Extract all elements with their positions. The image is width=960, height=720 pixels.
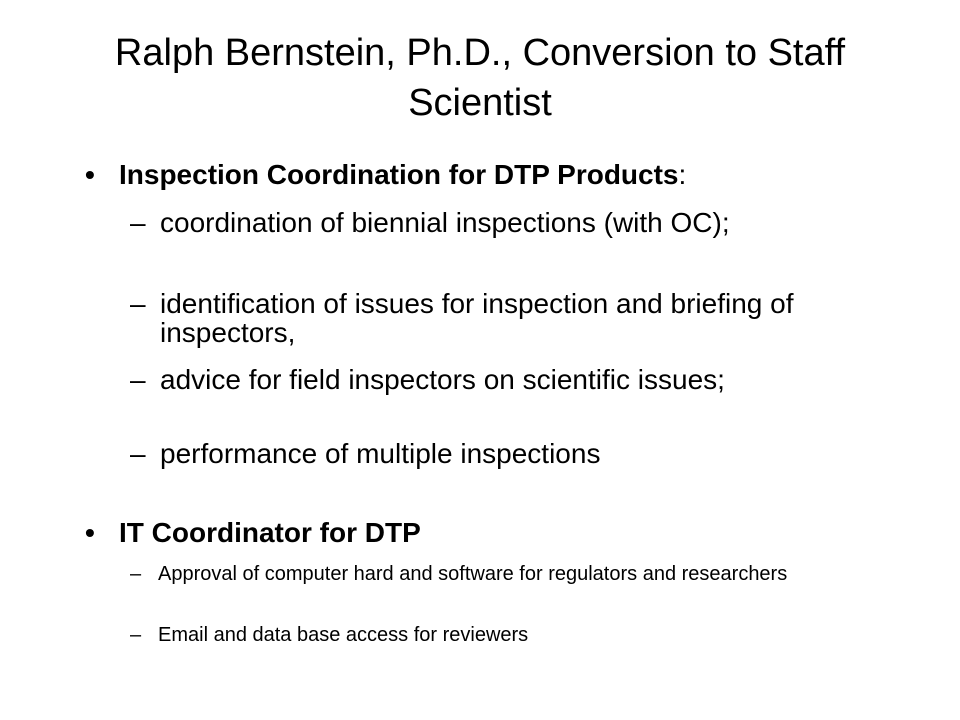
list-item-text: Approval of computer hard and software for regulators and researchers (158, 563, 788, 585)
bullet-heading-text: IT Coordinator for DTP (119, 517, 421, 548)
bullet-icon: • (85, 517, 95, 548)
dash-icon: – (130, 364, 146, 395)
bullet-heading (119, 516, 421, 550)
bullet-heading-suffix: : (678, 159, 687, 190)
dash-icon: – (130, 624, 142, 646)
dash-icon: – (130, 207, 146, 238)
list-item-text: coordination of biennial inspections (with OC); (160, 207, 730, 238)
bullet-icon: • (85, 159, 95, 190)
slide-title: Ralph Bernstein, Ph.D., Conversion to Staff Scientist (114, 32, 846, 124)
dash-icon: – (130, 438, 146, 469)
list-item-text: performance of multiple inspections (160, 438, 601, 469)
list-item-text: advice for field inspectors on scientific issues; (160, 364, 725, 395)
dash-icon: – (130, 563, 142, 585)
bullet-heading (119, 158, 686, 192)
list-item-text: identification of issues for inspection and briefing of inspectors, (160, 288, 794, 348)
list-item-text: Email and data base access for reviewers (158, 624, 529, 646)
bullet-heading-text: Inspection Coordination for DTP Products (119, 159, 679, 190)
dash-icon: – (130, 288, 146, 319)
